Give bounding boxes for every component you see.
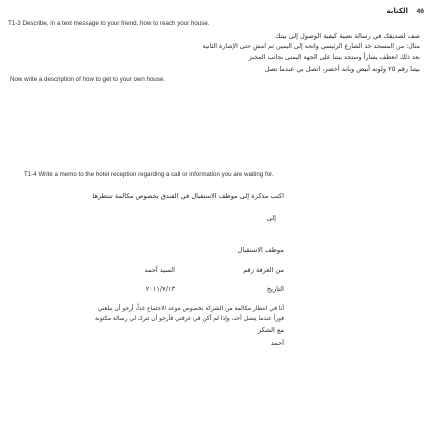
memo-date-value: ٢٠١١/٧/١٣ (145, 285, 175, 293)
exercise-3-line-4: بيتنا رقم ٢٥ ولونه أبيض وبابه أخضر، اتصل بي عندما تصل (264, 65, 420, 73)
exercise-3-line-1: صف لصديقك في رسالة نصية كيفية الوصول إلى بيتك (275, 32, 420, 40)
memo-body-line-1: أنا في انتظار مكالمة من الشركة بخصوص موعد الاجتماع غداً، أرجو أن تبلغني (97, 306, 284, 312)
memo-from-value: السيد أحمد (144, 266, 175, 274)
memo-to-label: موظف الاستقبال (237, 246, 284, 254)
memo-greeting: إلى (266, 214, 276, 222)
memo-body-line-2: فوراً عندما يتصل أحد، وإذا لم أكن في غرفتي فأرجو أن تترك لي رسالة مكتوبة (95, 316, 284, 322)
memo-date-label: التاريخ (266, 285, 284, 293)
exercise-3-note: Now write a description of how to get to your own house. (10, 76, 166, 83)
memo-room-label: من الغرفة رقم (243, 266, 284, 274)
exercise-3-line-3: بعد ذلك انعطف يساراً وستجد بيتنا على الجهة اليمنى بجانب المخبز (248, 54, 420, 61)
exercise-4-intro: اكتب مذكرة إلى موظف الاستقبال في الفندق بخصوص مكالمة تنتظرها (92, 192, 284, 200)
exercise-3-line-2: مثال: من المسجد خذ الشارع الرئيسي واتجه إلى اليمين ثم امشِ حتى الإشارة الثانية (202, 43, 420, 50)
exercise-4-instruction: T1-4 Write a memo to the hotel reception regarding a call or information you are waiting for. (24, 171, 274, 178)
exercise-3-instruction: T1-3 Describe, in a text message to your friend, how to reach your house. (8, 20, 210, 27)
memo-closing: مع الشكر (257, 326, 284, 334)
section-title: الكتابة (386, 7, 408, 15)
memo-signature: أحمد (270, 339, 284, 347)
page-number: 46 (416, 8, 424, 15)
